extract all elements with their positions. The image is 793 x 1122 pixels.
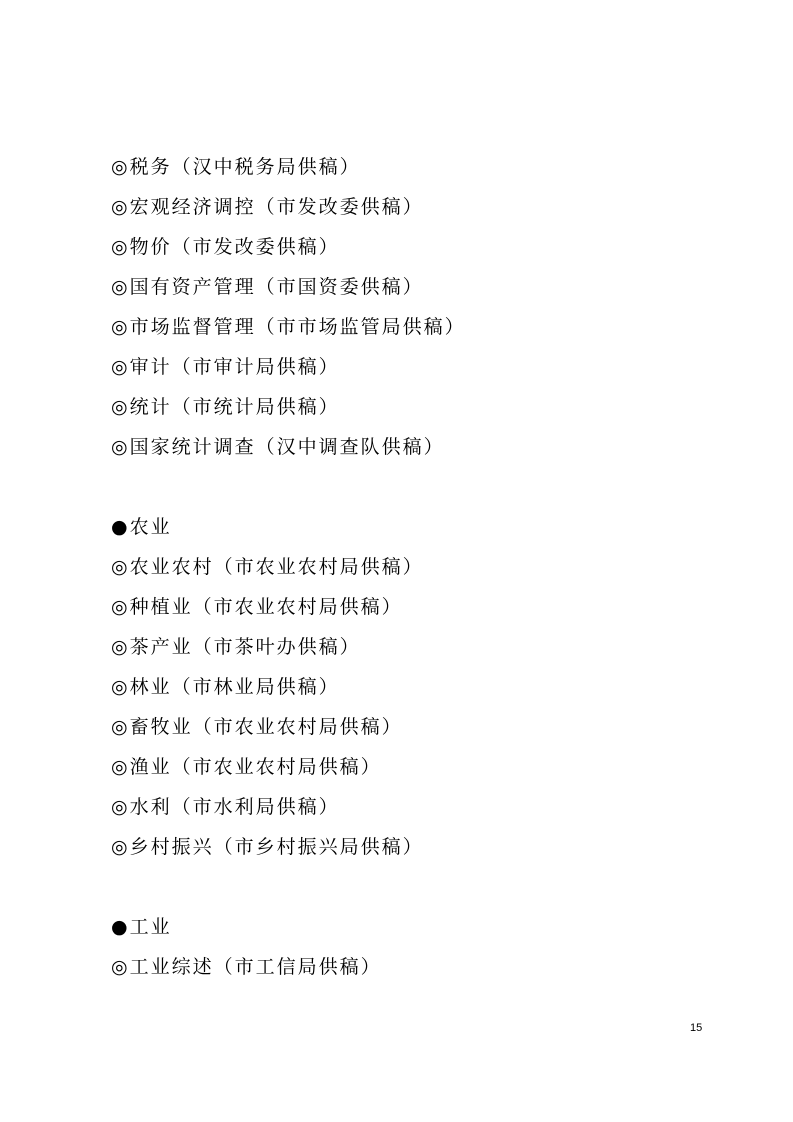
list-item: ◎市场监督管理（市市场监管局供稿） <box>111 316 466 338</box>
list-item: ◎税务（汉中税务局供稿） <box>111 156 361 178</box>
page-number: 15 <box>690 1022 703 1034</box>
list-item: ◎国有资产管理（市国资委供稿） <box>111 276 424 298</box>
list-item: ◎乡村振兴（市乡村振兴局供稿） <box>111 836 424 858</box>
list-item: ◎水利（市水利局供稿） <box>111 796 340 818</box>
list-item: ◎审计（市审计局供稿） <box>111 356 340 378</box>
list-item: ◎渔业（市农业农村局供稿） <box>111 756 382 778</box>
list-item: ◎林业（市林业局供稿） <box>111 676 340 698</box>
list-item: ◎茶产业（市茶叶办供稿） <box>111 636 361 658</box>
section-heading: ●工业 <box>111 916 172 938</box>
section-heading: ●农业 <box>111 516 172 538</box>
list-item: ◎物价（市发改委供稿） <box>111 236 340 258</box>
list-item: ◎种植业（市农业农村局供稿） <box>111 596 403 618</box>
list-item: ◎宏观经济调控（市发改委供稿） <box>111 196 424 218</box>
list-item: ◎统计（市统计局供稿） <box>111 396 340 418</box>
list-item: ◎工业综述（市工信局供稿） <box>111 956 382 978</box>
list-item: ◎农业农村（市农业农村局供稿） <box>111 556 424 578</box>
list-item: ◎畜牧业（市农业农村局供稿） <box>111 716 403 738</box>
list-item: ◎国家统计调查（汉中调查队供稿） <box>111 436 445 458</box>
